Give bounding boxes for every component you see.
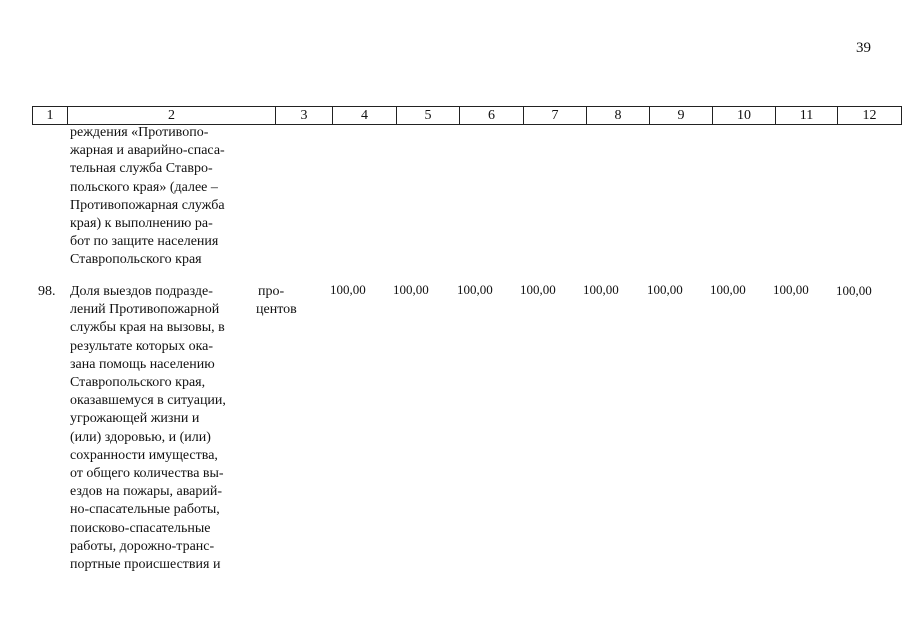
table-header xyxy=(32,106,902,125)
text-line: Ставропольского края xyxy=(70,252,202,268)
value-col-10: 100,00 xyxy=(710,282,746,297)
header-col-9: 9 xyxy=(650,107,713,125)
header-col-4: 4 xyxy=(333,107,397,125)
text-line: реждения «Противопо- xyxy=(70,125,209,140)
text-line: (или) здоровью, и (или) xyxy=(70,429,211,445)
text-line: работы, дорожно-транс- xyxy=(70,538,215,554)
header-col-11: 11 xyxy=(776,107,838,125)
text-line: службы края на вызовы, в xyxy=(70,320,225,336)
value-col-5: 100,00 xyxy=(393,282,429,297)
header-col-8: 8 xyxy=(587,107,650,125)
header-col-1: 1 xyxy=(33,107,68,125)
header-col-12: 12 xyxy=(838,107,902,125)
value-col-4: 100,00 xyxy=(330,282,366,297)
text-line: зана помощь населению xyxy=(70,356,215,372)
text-line: портные происшествия и xyxy=(70,557,221,573)
header-col-2: 2 xyxy=(68,107,276,125)
value-col-9: 100,00 xyxy=(647,282,683,297)
value-col-11: 100,00 xyxy=(773,282,809,297)
text-line: ездов на пожары, аварий- xyxy=(70,484,223,500)
value-col-6: 100,00 xyxy=(457,282,493,297)
text-line: польского края» (далее – xyxy=(70,179,218,195)
row-number: 98. xyxy=(38,284,56,299)
text-line: бот по защите населения xyxy=(70,234,219,250)
text-line: сохранности имущества, xyxy=(70,447,218,463)
text-line: угрожающей жизни и xyxy=(70,411,200,427)
unit-line: центов xyxy=(256,302,297,318)
header-col-7: 7 xyxy=(524,107,587,125)
header-col-5: 5 xyxy=(397,107,460,125)
value-col-12: 100,00 xyxy=(836,283,872,298)
text-line: тельная служба Ставро- xyxy=(70,161,213,177)
text-line: результате которых ока- xyxy=(70,338,214,354)
text-line: но-спасательные работы, xyxy=(70,502,220,518)
unit-line: про- xyxy=(258,284,285,299)
row-98-unit xyxy=(256,283,297,319)
text-line: лений Противопожарной xyxy=(70,302,220,318)
text-line: от общего количества вы- xyxy=(70,466,224,482)
header-col-3: 3 xyxy=(276,107,333,125)
page-number: 39 xyxy=(856,40,871,56)
text-line: оказавшемуся в ситуации, xyxy=(70,393,226,409)
text-line: Противопожарная служба xyxy=(70,197,225,213)
text-line: жарная и аварийно-спаса- xyxy=(70,143,225,159)
text-line: Доля выездов подразде- xyxy=(70,284,213,299)
text-line: Ставропольского края, xyxy=(70,375,206,391)
row-98-description xyxy=(70,283,242,574)
continued-row-description xyxy=(70,124,242,270)
value-col-8: 100,00 xyxy=(583,282,619,297)
text-line: поисково-спасательные xyxy=(70,520,211,536)
text-line: края) к выполнению ра- xyxy=(70,216,213,232)
header-col-6: 6 xyxy=(460,107,524,125)
header-col-10: 10 xyxy=(713,107,776,125)
value-col-7: 100,00 xyxy=(520,282,556,297)
